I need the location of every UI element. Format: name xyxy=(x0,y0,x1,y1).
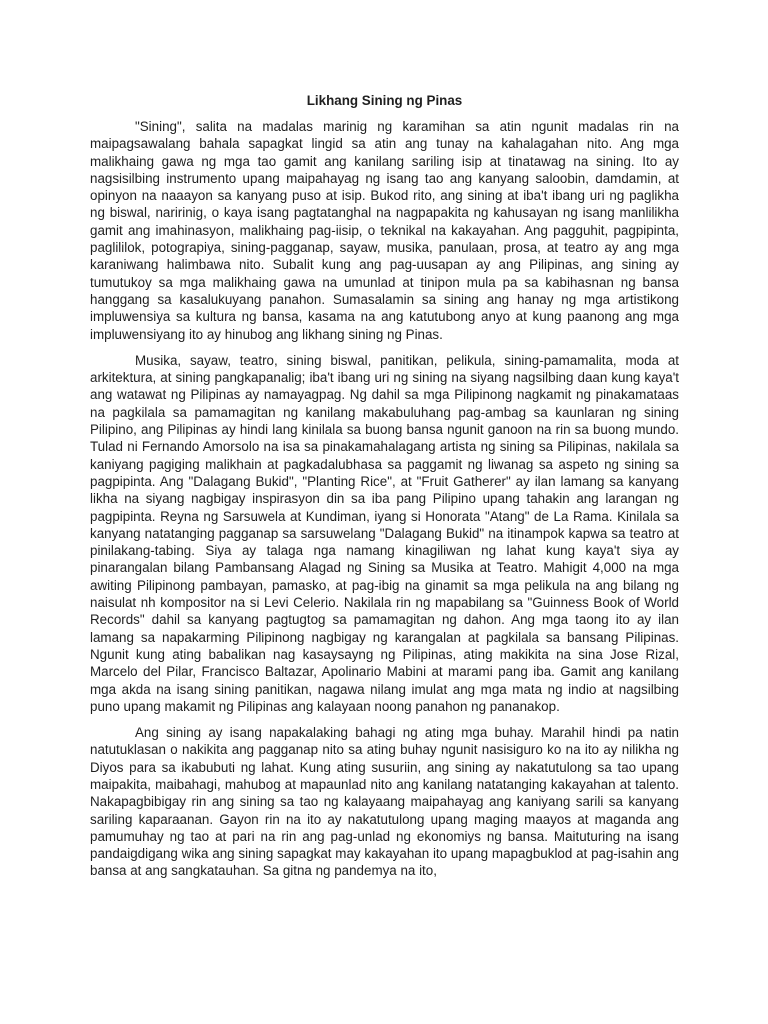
document-title: Likhang Sining ng Pinas xyxy=(306,93,463,108)
paragraph-1: "Sining", salita na madalas marinig ng karamihan sa atin ngunit madalas rin na maipagsawalang bahala sapagkat lingid sa atin ang tunay na kahalagahan nito. Ang mga malikhaing gawa ng mga tao gamit ang kanilang sariling isip at tinatawag na sining. Ito ay nagsisilbing instrumento upang maipahayag ng isang tao ang kanyang saloobin, damdamin, at opinyon na naaayon sa kanyang puso at isip. Bukod rito, ang sining at iba't ibang uri ng paglikha ng biswal, naririnig, o kaya isang pagtatanghal na nagpapakita ng kahusayan ng isang manlilikha gamit ang imahinasyon, malikhaing pag-iisip, o teknikal na kakayahan. Ang pagguhit, pagpipinta, paglililok, potograpiya, sining-pagganap, sayaw, musika, panulaan, prosa, at teatro ay ang mga karaniwang halimbawa nito. Subalit kung ang pag-uusapan ay ang Pilipinas, ang sining ay tumutukoy sa mga malikhaing gawa na umunlad at tinipon mula pa sa kabihasnan ng bansa hanggang sa kasalukuyang panahon. Sumasalamin sa sining ang hanay ng mga artistikong impluwensiya sa kultura ng bansa, kasama na ang katutubong anyo at kung paanong ang mga impluwensiyang ito ay hinubog ang likhang sining ng Pinas. xyxy=(90,119,679,342)
paragraph-2: Musika, sayaw, teatro, sining biswal, panitikan, pelikula, sining-pamamalita, moda at arkitektura, at sining pangkapanalig; iba't ibang uri ng sining na siyang nagsilbing daan kung kaya't ang watawat ng Pilipinas ay namayagpag. Ng dahil sa mga Pilipinong nagkamit ng pinakamataas na pagkilala sa pamamagitan ng kanilang makabuluhang pag-ambag sa kaunlaran ng sining Pilipino, ang Pilipinas ay hindi lang kinilala sa buong bansa ngunit ganoon na rin sa buong mundo. Tulad ni Fernando Amorsolo na isa sa pinakamahalagang artista ng sining sa Pilipinas, nakilala sa kaniyang pagiging malikhain at pagkadalubhasa sa paggamit ng liwanag sa aspeto ng sining sa pagpipinta. Ang "Dalagang Bukid", "Planting Rice", at "Fruit Gatherer" ay ilan lamang sa kanyang likha na siyang nagbigay inspirasyon din sa iba pang Pilipino upang tahakin ang larangan ng pagpipinta. Reyna ng Sarsuwela at Kundiman, iyang si Honorata "Atang" de La Rama. Kinilala sa kanyang natatanging pagganap sa sarsuwelang "Dalagang Bukid" na itinampok kapwa sa teatro at pinilakang-tabing. Siya ay talaga nga namang kinagiliwan ng lahat kung kaya't siya ay pinarangalan bilang Pambansang Alagad ng Sining sa Musika at Teatro. Mahigit 4,000 na mga awiting Pilipinong pambayan, pamasko, at pag-ibig na ginamit sa mga pelikula na ang bilang ng naisulat nh kompositor na si Levi Celerio. Nakilala rin ng mapabilang sa "Guinness Book of World Records" dahil sa kanyang pagtugtog sa pamamagitan ng dahon. Ang mga taong ito ay ilan lamang sa napakarming Pilipinong nagbigay ng karangalan at pagkilala sa bansang Pilipinas. Ngunit kung ating babalikan nag kasaysayng ng Pilipinas, ating makikita na sina Jose Rizal, Marcelo del Pilar, Francisco Baltazar, Apolinario Mabini at marami pang iba. Gamit ang kanilang mga akda na isang sining panitikan, nagawa nilang imulat ang mga mata ng indio at nagsilbing puno upang makamit ng Pilipinas ang kalayaan noong panahon ng pananakop. xyxy=(90,352,679,714)
paragraph-3: Ang sining ay isang napakalaking bahagi ng ating mga buhay. Marahil hindi pa natin natutuklasan o nakikita ang pagganap nito sa ating buhay ngunit nasisiguro ko na ito ay nilikha ng Diyos para sa ikabubuti ng lahat. Kung ating susuriin, ang sining ay nakatutulong sa tao upang maipakita, maibahagi, mahubog at mapaunlad nito ang kanilang natatanging kakayahan at talento. Nakapagbibigay rin ang sining sa tao ng kalayaang maipahayag ang kaniyang sarili sa kanyang sariling kaparaanan. Gayon rin na ito ay nakatutulong upang maging maayos at maganda ang pamumuhay ng tao at pari na rin ang pag-unlad ng ekonomiys ng bansa. Maituturing na isang pandaigdigang wika ang sining sapagkat may kakayahan ito upang mapagbuklod at pag-isahin ang bansa at ang sangkatauhan. Sa gitna ng pandemya na ito, xyxy=(90,725,679,879)
document-page xyxy=(90,92,679,880)
